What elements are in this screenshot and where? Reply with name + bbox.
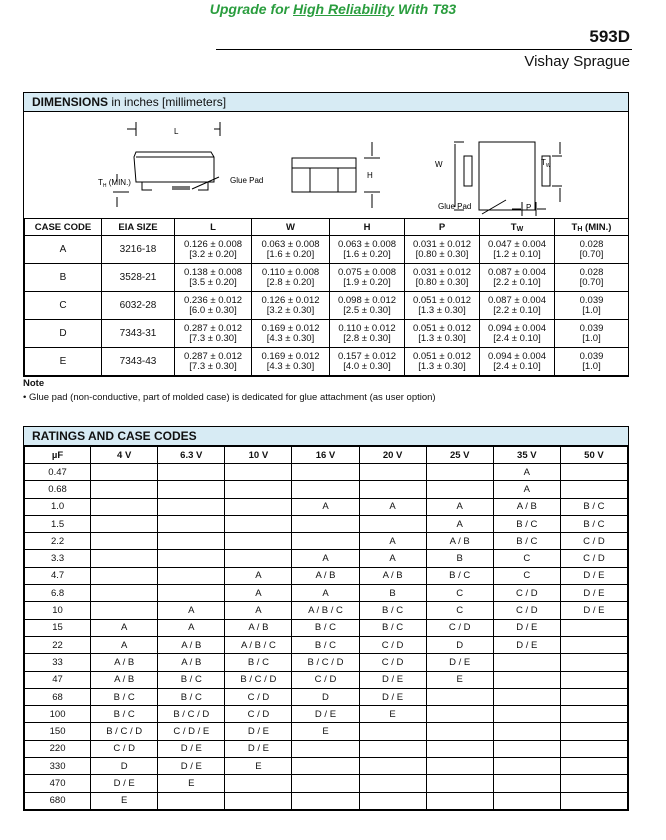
case-code-cell: B / C / D [91, 723, 158, 740]
case-code-cell: D / E [560, 567, 627, 584]
dimensions-units: in inches [millimeters] [108, 95, 227, 109]
dimensions-header-row [25, 219, 629, 236]
case-code-cell: B [25, 264, 102, 292]
case-code-cell: A / B [493, 498, 560, 515]
dim-label-glue-pad-side: Glue Pad [230, 176, 264, 185]
case-code-cell: B / C [292, 619, 359, 636]
dimension-value-cell: 0.075 ± 0.008 [1.9 ± 0.20] [330, 264, 405, 292]
rating-row [25, 654, 628, 671]
dimension-value-cell: 0.126 ± 0.008 [3.2 ± 0.20] [175, 236, 252, 264]
voltage-col-header: 25 V [426, 447, 493, 464]
case-code-cell [292, 533, 359, 550]
case-code-cell: C / D [359, 636, 426, 653]
capacitance-cell: 10 [25, 602, 91, 619]
case-code-cell: B / C [426, 567, 493, 584]
capacitance-cell: 33 [25, 654, 91, 671]
capacitance-cell: 100 [25, 706, 91, 723]
case-code-cell [225, 533, 292, 550]
case-code-cell [426, 758, 493, 775]
case-code-cell: A [158, 619, 225, 636]
dim-col-header: EIA SIZE [102, 219, 175, 236]
dimension-value-cell: 0.236 ± 0.012 [6.0 ± 0.30] [175, 292, 252, 320]
case-code-cell: D / E [493, 636, 560, 653]
case-code-cell [225, 550, 292, 567]
dimension-value-cell: 0.287 ± 0.012 [7.3 ± 0.30] [175, 348, 252, 376]
case-code-cell: A / B [359, 567, 426, 584]
case-code-cell [560, 792, 627, 809]
case-code-cell: C / D [225, 706, 292, 723]
ratings-section [23, 426, 629, 811]
case-code-cell: D / E [292, 706, 359, 723]
case-code-cell: E [91, 792, 158, 809]
rating-row [25, 464, 628, 481]
case-code-cell [91, 533, 158, 550]
rating-row [25, 602, 628, 619]
dimension-value-cell: 0.051 ± 0.012 [1.3 ± 0.30] [405, 320, 480, 348]
case-code-cell: B / C [91, 688, 158, 705]
case-code-cell [426, 775, 493, 792]
rating-row [25, 550, 628, 567]
case-code-cell: D / E [426, 654, 493, 671]
dimension-drawings [24, 112, 628, 218]
case-code-cell [493, 706, 560, 723]
case-code-cell [560, 740, 627, 757]
case-code-cell: A / B [91, 671, 158, 688]
dimensions-section [23, 92, 629, 377]
case-code-cell: B / C [493, 533, 560, 550]
rating-row [25, 792, 628, 809]
dimension-value-cell: 0.087 ± 0.004 [2.2 ± 0.10] [480, 264, 555, 292]
case-code-cell: E [359, 706, 426, 723]
dimension-value-cell: 0.287 ± 0.012 [7.3 ± 0.30] [175, 320, 252, 348]
dimension-value-cell: 0.087 ± 0.004 [2.2 ± 0.10] [480, 292, 555, 320]
voltage-col-header: 20 V [359, 447, 426, 464]
case-code-cell: D / E [91, 775, 158, 792]
capacitance-cell: 15 [25, 619, 91, 636]
case-code-cell: C [493, 550, 560, 567]
manufacturer: Vishay Sprague [524, 53, 630, 70]
case-code-cell [560, 706, 627, 723]
dimension-value-cell: 0.169 ± 0.012 [4.3 ± 0.30] [252, 348, 330, 376]
dim-col-header: TH (MIN.) [555, 219, 629, 236]
dimension-value-cell: 0.138 ± 0.008 [3.5 ± 0.20] [175, 264, 252, 292]
case-code-cell [359, 515, 426, 532]
case-code-cell: D / E [158, 740, 225, 757]
case-code-cell: D / E [493, 619, 560, 636]
case-code-cell: C [426, 585, 493, 602]
dim-label-th: $T_H$ (MIN.) [98, 178, 131, 189]
case-code-cell: B / C [158, 671, 225, 688]
case-code-cell: E [158, 775, 225, 792]
case-code-cell: C / D / E [158, 723, 225, 740]
note-block [23, 378, 436, 403]
rating-row [25, 706, 628, 723]
case-code-cell: E [426, 671, 493, 688]
dim-label-p: P [526, 203, 532, 212]
case-code-cell [560, 464, 627, 481]
rating-row [25, 671, 628, 688]
case-code-cell: C / D [225, 688, 292, 705]
case-code-cell [292, 515, 359, 532]
capacitance-cell: 220 [25, 740, 91, 757]
case-code-cell [493, 775, 560, 792]
case-code-cell [225, 464, 292, 481]
case-code-cell: D [91, 758, 158, 775]
case-code-cell [493, 740, 560, 757]
case-code-cell [158, 550, 225, 567]
case-code-cell [359, 792, 426, 809]
eia-size-cell: 3528-21 [102, 264, 175, 292]
dim-row [25, 320, 629, 348]
case-code-cell [292, 481, 359, 498]
case-code-cell: E [25, 348, 102, 376]
rating-row [25, 515, 628, 532]
case-code-cell: D / E [225, 723, 292, 740]
case-code-cell: C / D [493, 602, 560, 619]
case-code-cell [493, 758, 560, 775]
case-code-cell: A [292, 550, 359, 567]
case-code-cell: D [25, 320, 102, 348]
case-code-cell: A / B [426, 533, 493, 550]
case-code-cell: D / E [359, 688, 426, 705]
dimension-value-cell: 0.063 ± 0.008 [1.6 ± 0.20] [330, 236, 405, 264]
dim-row [25, 264, 629, 292]
case-code-cell [91, 602, 158, 619]
voltage-col-header: µF [25, 447, 91, 464]
case-code-cell: E [225, 758, 292, 775]
note-text: • Glue pad (non-conductive, part of molded case) is dedicated for glue attachment (as user option) [23, 392, 436, 403]
case-code-cell [359, 464, 426, 481]
case-code-cell [225, 792, 292, 809]
case-code-cell [560, 636, 627, 653]
case-code-cell: C [426, 602, 493, 619]
capacitance-cell: 1.0 [25, 498, 91, 515]
voltage-col-header: 10 V [225, 447, 292, 464]
rating-row [25, 481, 628, 498]
dim-label-h: H [367, 171, 373, 180]
ratings-header-row [25, 447, 628, 464]
capacitance-cell: 3.3 [25, 550, 91, 567]
voltage-col-header: 4 V [91, 447, 158, 464]
case-code-cell [493, 654, 560, 671]
dim-col-header: TW [480, 219, 555, 236]
case-code-cell [493, 671, 560, 688]
dimensions-title: DIMENSIONS [32, 95, 109, 109]
rating-row [25, 758, 628, 775]
ratings-header [24, 427, 628, 446]
voltage-col-header: 6.3 V [158, 447, 225, 464]
case-code-cell: B / C / D [158, 706, 225, 723]
dimension-value-cell: 0.051 ± 0.012 [1.3 ± 0.30] [405, 292, 480, 320]
dimension-value-cell: 0.157 ± 0.012 [4.0 ± 0.30] [330, 348, 405, 376]
rating-row [25, 498, 628, 515]
case-code-cell [225, 775, 292, 792]
case-code-cell: C / D [560, 550, 627, 567]
case-code-cell: E [292, 723, 359, 740]
case-code-cell [426, 688, 493, 705]
case-code-cell: D [292, 688, 359, 705]
dimension-value-cell: 0.094 ± 0.004 [2.4 ± 0.10] [480, 348, 555, 376]
case-code-cell [560, 758, 627, 775]
capacitance-cell: 6.8 [25, 585, 91, 602]
case-code-cell: D / E [158, 758, 225, 775]
case-code-cell [91, 585, 158, 602]
eia-size-cell: 7343-43 [102, 348, 175, 376]
case-code-cell: A [225, 602, 292, 619]
case-code-cell [158, 481, 225, 498]
dim-row [25, 236, 629, 264]
case-code-cell: B / C [292, 636, 359, 653]
case-code-cell [158, 533, 225, 550]
dimension-value-cell: 0.031 ± 0.012 [0.80 ± 0.30] [405, 236, 480, 264]
case-code-cell [91, 481, 158, 498]
rating-row [25, 567, 628, 584]
rating-row [25, 775, 628, 792]
banner-suffix: With T83 [394, 1, 457, 17]
capacitance-cell: 470 [25, 775, 91, 792]
capacitance-cell: 47 [25, 671, 91, 688]
case-code-cell: A [359, 498, 426, 515]
rating-row [25, 723, 628, 740]
dim-label-w: W [435, 160, 443, 169]
case-code-cell [359, 481, 426, 498]
capacitance-cell: 1.5 [25, 515, 91, 532]
capacitance-cell: 150 [25, 723, 91, 740]
case-code-cell [359, 740, 426, 757]
case-code-cell [292, 740, 359, 757]
case-code-cell: A [292, 585, 359, 602]
case-code-cell [292, 758, 359, 775]
capacitance-cell: 330 [25, 758, 91, 775]
case-code-cell: B / C [91, 706, 158, 723]
rating-row [25, 533, 628, 550]
eia-size-cell: 3216-18 [102, 236, 175, 264]
dim-row [25, 348, 629, 376]
case-code-cell [292, 792, 359, 809]
capacitance-cell: 0.47 [25, 464, 91, 481]
voltage-col-header: 16 V [292, 447, 359, 464]
dimension-value-cell: 0.094 ± 0.004 [2.4 ± 0.10] [480, 320, 555, 348]
case-code-cell: B / C [560, 498, 627, 515]
case-code-cell [158, 567, 225, 584]
dimension-value-cell: 0.051 ± 0.012 [1.3 ± 0.30] [405, 348, 480, 376]
case-code-cell: A / B / C [225, 636, 292, 653]
case-code-cell [91, 515, 158, 532]
case-code-cell: C / D [91, 740, 158, 757]
case-code-cell [426, 740, 493, 757]
case-code-cell: A [91, 636, 158, 653]
case-code-cell [426, 792, 493, 809]
ratings-title: RATINGS AND CASE CODES [32, 429, 197, 443]
case-code-cell [560, 619, 627, 636]
case-code-cell: B / C / D [292, 654, 359, 671]
dimension-value-cell: 0.063 ± 0.008 [1.6 ± 0.20] [252, 236, 330, 264]
case-code-cell [493, 723, 560, 740]
capacitor-outline-drawings [24, 112, 628, 218]
case-code-cell: A [292, 498, 359, 515]
case-code-cell: A [158, 602, 225, 619]
case-code-cell: C / D [426, 619, 493, 636]
note-title: Note [23, 378, 45, 389]
case-code-cell: C / D [493, 585, 560, 602]
case-code-cell: B / C [493, 515, 560, 532]
eia-size-cell: 7343-31 [102, 320, 175, 348]
case-code-cell: A [426, 515, 493, 532]
case-code-cell: B / C / D [225, 671, 292, 688]
dimensions-header [24, 93, 628, 112]
dimension-value-cell: 0.169 ± 0.012 [4.3 ± 0.30] [252, 320, 330, 348]
case-code-cell [225, 481, 292, 498]
case-code-cell [426, 464, 493, 481]
dimension-value-cell: 0.047 ± 0.004 [1.2 ± 0.10] [480, 236, 555, 264]
dimension-value-cell: 0.031 ± 0.012 [0.80 ± 0.30] [405, 264, 480, 292]
rating-row [25, 585, 628, 602]
case-code-cell [225, 515, 292, 532]
case-code-cell: A / B / C [292, 602, 359, 619]
dimension-value-cell: 0.028 [0.70] [555, 264, 629, 292]
capacitance-cell: 2.2 [25, 533, 91, 550]
case-code-cell: C / D [560, 533, 627, 550]
case-code-cell: B [426, 550, 493, 567]
dimension-value-cell: 0.110 ± 0.012 [2.8 ± 0.30] [330, 320, 405, 348]
case-code-cell [225, 498, 292, 515]
case-code-cell [158, 792, 225, 809]
case-code-cell: A [91, 619, 158, 636]
dim-col-header: CASE CODE [25, 219, 102, 236]
case-code-cell: A [426, 498, 493, 515]
rating-row [25, 619, 628, 636]
case-code-cell: D / E [560, 585, 627, 602]
capacitance-cell: 4.7 [25, 567, 91, 584]
case-code-cell [560, 775, 627, 792]
case-code-cell [560, 654, 627, 671]
case-code-cell: C / D [292, 671, 359, 688]
case-code-cell [158, 515, 225, 532]
dim-label-glue-pad-bottom: Glue Pad [438, 202, 472, 211]
case-code-cell: A [493, 464, 560, 481]
voltage-col-header: 35 V [493, 447, 560, 464]
case-code-cell [91, 464, 158, 481]
case-code-cell: A / B [225, 619, 292, 636]
case-code-cell [426, 481, 493, 498]
case-code-cell [426, 723, 493, 740]
banner-link[interactable]: High Reliability [293, 1, 395, 17]
part-number: 593D [589, 27, 630, 46]
case-code-cell: A [493, 481, 560, 498]
case-code-cell: C / D [359, 654, 426, 671]
case-code-cell: B [359, 585, 426, 602]
case-code-cell: A / B [158, 654, 225, 671]
case-code-cell [560, 481, 627, 498]
case-code-cell [158, 464, 225, 481]
case-code-cell: A [225, 567, 292, 584]
dim-col-header: P [405, 219, 480, 236]
case-code-cell: D / E [359, 671, 426, 688]
capacitance-cell: 22 [25, 636, 91, 653]
case-code-cell [493, 792, 560, 809]
case-code-cell [493, 688, 560, 705]
dimensions-table [24, 218, 629, 376]
case-code-cell: D / E [225, 740, 292, 757]
case-code-cell: A / B [158, 636, 225, 653]
case-code-cell [292, 775, 359, 792]
ratings-table [24, 446, 628, 810]
capacitance-cell: 680 [25, 792, 91, 809]
capacitance-cell: 0.68 [25, 481, 91, 498]
dim-label-tw: $T_W$ [541, 158, 551, 169]
dimension-value-cell: 0.028 [0.70] [555, 236, 629, 264]
case-code-cell: D / E [560, 602, 627, 619]
dimension-value-cell: 0.126 ± 0.012 [3.2 ± 0.30] [252, 292, 330, 320]
dimension-value-cell: 0.039 [1.0] [555, 292, 629, 320]
case-code-cell [359, 775, 426, 792]
case-code-cell [91, 498, 158, 515]
case-code-cell: A / B [292, 567, 359, 584]
case-code-cell: A [359, 550, 426, 567]
case-code-cell: A [25, 236, 102, 264]
case-code-cell [359, 723, 426, 740]
case-code-cell [560, 688, 627, 705]
case-code-cell: D [426, 636, 493, 653]
case-code-cell: A / B [91, 654, 158, 671]
dimension-value-cell: 0.039 [1.0] [555, 348, 629, 376]
dimension-value-cell: 0.098 ± 0.012 [2.5 ± 0.30] [330, 292, 405, 320]
rating-row [25, 688, 628, 705]
rating-row [25, 636, 628, 653]
capacitance-cell: 68 [25, 688, 91, 705]
dim-col-header: W [252, 219, 330, 236]
case-code-cell: B / C [359, 602, 426, 619]
case-code-cell [560, 671, 627, 688]
case-code-cell [359, 758, 426, 775]
case-code-cell: C [493, 567, 560, 584]
case-code-cell: A [225, 585, 292, 602]
eia-size-cell: 6032-28 [102, 292, 175, 320]
rating-row [25, 740, 628, 757]
dim-col-header: L [175, 219, 252, 236]
dim-row [25, 292, 629, 320]
case-code-cell [91, 567, 158, 584]
banner-prefix: Upgrade for [209, 1, 293, 17]
header-rule [216, 49, 632, 50]
dim-col-header: H [330, 219, 405, 236]
case-code-cell: A [359, 533, 426, 550]
case-code-cell: B / C [158, 688, 225, 705]
upgrade-banner[interactable] [0, 0, 666, 18]
case-code-cell: B / C [225, 654, 292, 671]
case-code-cell: C [25, 292, 102, 320]
dimension-value-cell: 0.110 ± 0.008 [2.8 ± 0.20] [252, 264, 330, 292]
case-code-cell [426, 706, 493, 723]
case-code-cell [158, 498, 225, 515]
case-code-cell [560, 723, 627, 740]
voltage-col-header: 50 V [560, 447, 627, 464]
case-code-cell: B / C [359, 619, 426, 636]
case-code-cell [158, 585, 225, 602]
case-code-cell [292, 464, 359, 481]
case-code-cell [91, 550, 158, 567]
dim-label-l: L [174, 127, 179, 136]
dimension-value-cell: 0.039 [1.0] [555, 320, 629, 348]
case-code-cell: B / C [560, 515, 627, 532]
